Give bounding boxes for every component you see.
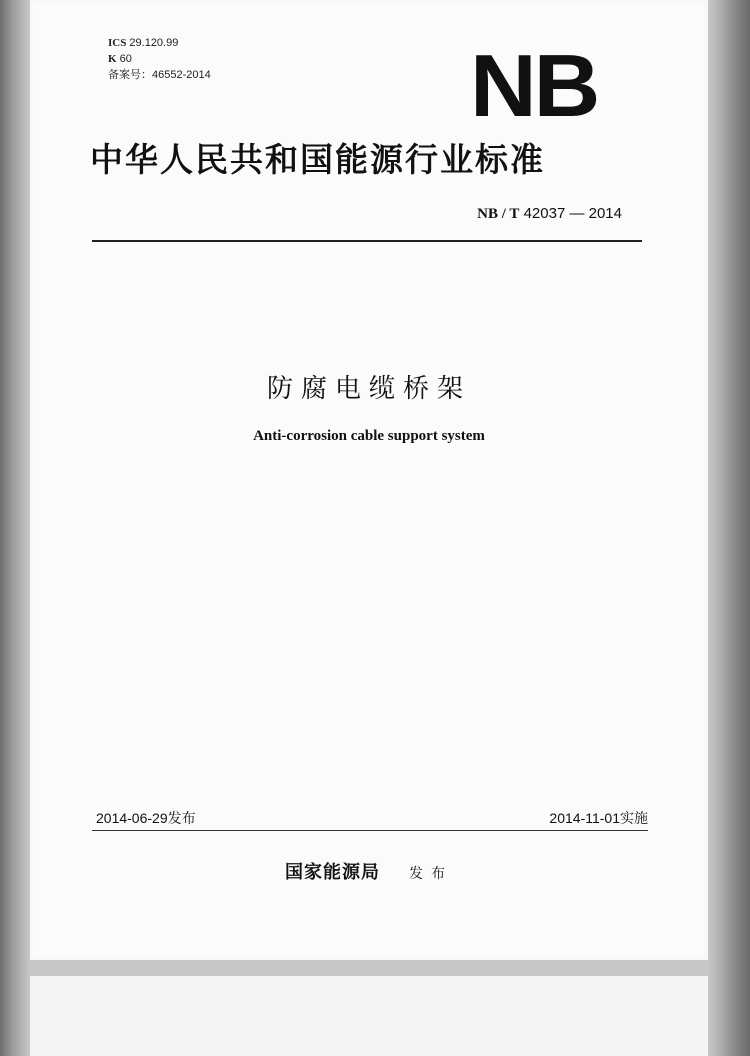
nb-logo: NB: [470, 36, 598, 135]
issuer-action: 发布: [409, 865, 453, 881]
standard-number: [477, 205, 622, 223]
standard-number-value: 42037 — 2014: [523, 205, 622, 222]
ics-value: 29.120.99: [129, 37, 179, 49]
k-value: 60: [119, 53, 132, 65]
document-page: [30, 0, 708, 960]
record-number: 备案号：46552-2014: [108, 69, 211, 81]
issuer-org: 国家能源局: [284, 862, 380, 883]
k-label: K: [108, 53, 117, 65]
standard-title: 中华人民共和国能源行业标准: [90, 140, 545, 179]
classification-code: [108, 52, 132, 67]
standard-number-prefix: NB / T: [477, 206, 520, 222]
ics-code: [108, 36, 178, 51]
next-page: [30, 976, 708, 1056]
issuer: [30, 858, 708, 884]
ics-label: ICS: [108, 37, 127, 49]
implementation-date: 2014-11-01实施: [549, 810, 648, 826]
document-title-chinese: 防腐电缆桥架: [266, 374, 471, 404]
document-title-english: Anti-corrosion cable support system: [253, 428, 485, 444]
header-divider: [92, 240, 642, 242]
footer-divider: [92, 830, 648, 831]
issue-date: 2014-06-29发布: [96, 810, 196, 826]
